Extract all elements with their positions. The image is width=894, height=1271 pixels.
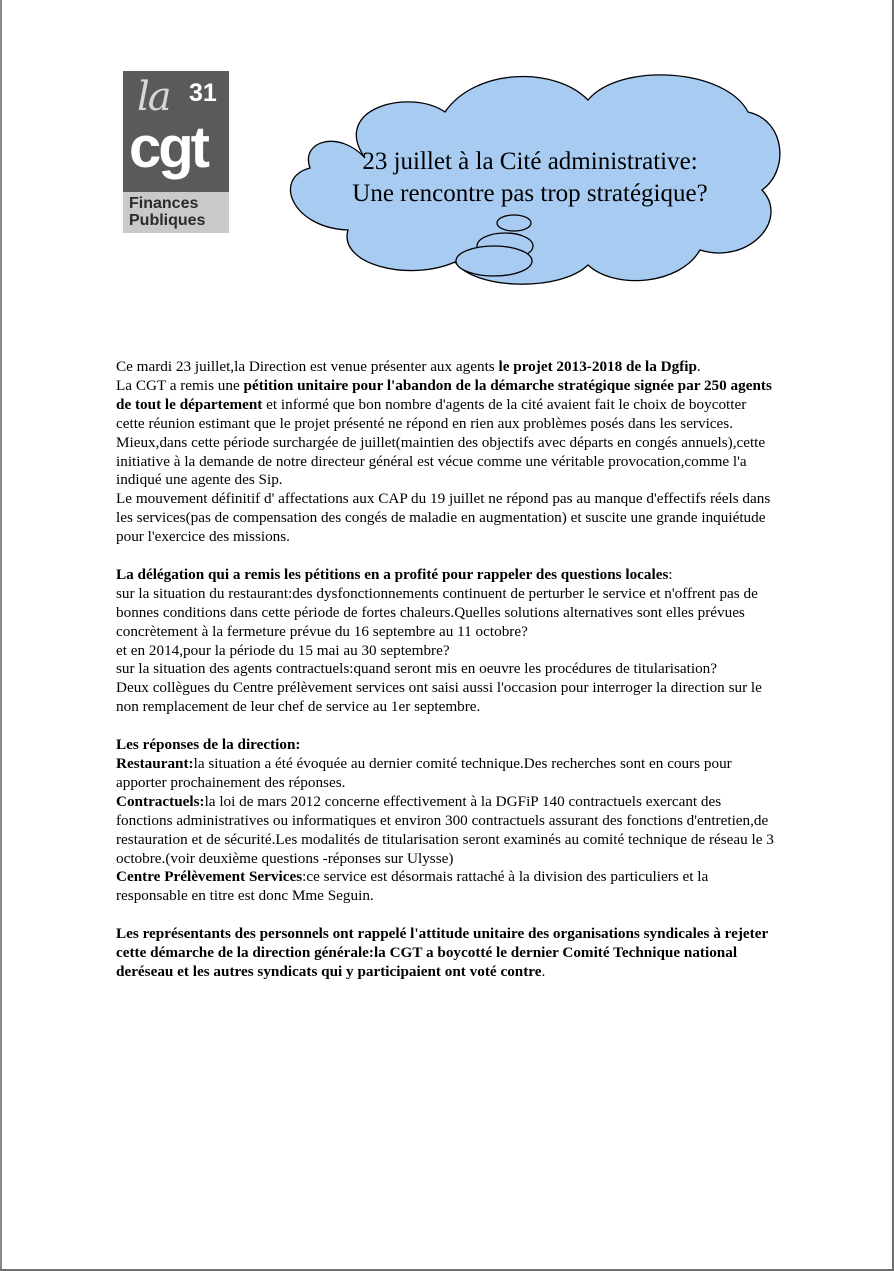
text-run: . xyxy=(696,358,701,375)
text-run: et informé que bon nombre d'agents de la cité avaient fait le choix de boycotter cette réunion estimant que le projet présenté ne répond en rien aux problèmes posés dans les services. xyxy=(116,395,747,432)
text-run: la situation a été évoquée au dernier comité technique.Des recherches sont en cours pour apporter prochainement des réponses. xyxy=(116,755,732,791)
bold-run: Centre Prélèvement Services xyxy=(116,868,303,886)
logo-subtitle-line1: Finances xyxy=(129,195,199,212)
paragraph-restaurant-question: sur la situation du restaurant:des dysfonctionnements continuent de perturber le service et n'offrent pas de bonnes conditions dans cette période de fortes chaleurs.Quelles solutions alternatives sont elles prévues concrètement à la fermeture prévue du 16 septembre au 11 octobre? xyxy=(116,584,758,640)
text-run: la loi de mars 2012 concerne effectivement à la DGFiP 140 contractuels exercant des fonctions administratives ou informatiques et environ 300 contractuels assurant des fonctions d'entretien,de restauration et de sécurité.Les modalités de titularisation seront examinés au comité technique de réseau le 3 octobre.(voir deuxième questions -réponses sur Ulysse) xyxy=(116,792,774,867)
paragraph-centre-answer xyxy=(116,868,778,906)
paragraph-provocation: Mieux,dans cette période surchargée de juillet(maintien des objectifs avec départs en congés annuels),cette initiative à la demande de notre directeur général est vécue comme une véritable provocation,comme l'a indiqué une agente des Sip. xyxy=(116,433,766,489)
title-line-2: Une rencontre pas trop stratégique? xyxy=(352,180,708,207)
paragraph-intro xyxy=(116,358,778,377)
text-run: La CGT a remis une xyxy=(116,376,244,394)
paragraph-contractuels-answer xyxy=(116,793,778,869)
logo-cgt-text: cgt xyxy=(129,115,207,180)
paragraph-delegation-heading xyxy=(116,566,778,585)
paragraph-responses-heading xyxy=(116,736,778,755)
logo-subtitle-band xyxy=(123,192,229,233)
bold-run: Contractuels: xyxy=(116,792,205,810)
paragraph-gap xyxy=(116,717,778,736)
paragraph-affectations: Le mouvement définitif d' affectations aux CAP du 19 juillet ne répond pas au manque d'effectifs réels dans les services(pas de compensation des congés de maladie en augmentation) et suscite une grande inquiétude pour l'exercice des missions. xyxy=(116,490,771,546)
paragraph-contractuels-question: sur la situation des agents contractuels:quand seront mis en oeuvre les procédures de titularisation? xyxy=(116,660,717,678)
paragraph-conclusion xyxy=(116,925,778,982)
page-title xyxy=(300,146,760,210)
bold-run: le projet 2013-2018 de la Dgfip xyxy=(498,358,697,375)
paragraph-gap xyxy=(116,906,778,925)
bold-run: Restaurant: xyxy=(116,755,194,772)
title-line-1: 23 juillet à la Cité administrative: xyxy=(362,148,698,175)
paragraph-petition xyxy=(116,377,778,434)
bold-run: pétition unitaire pour l'abandon de la démarche stratégique signée par 250 agents de tout le département xyxy=(116,376,772,413)
logo-subtitle-line2: Publiques xyxy=(129,212,206,229)
cgt-logo xyxy=(123,71,229,233)
article-body xyxy=(116,358,778,982)
bold-run: La délégation qui a remis les pétitions en a profité pour rappeler des questions locales xyxy=(116,565,669,583)
text-run: : xyxy=(668,565,673,583)
page-edge-left xyxy=(0,0,2,1271)
paragraph-restaurant-answer xyxy=(116,755,778,793)
bold-run: Les représentants des personnels ont rappelé l'attitude unitaire des organisations syndicales à rejeter cette démarche de la direction générale:la CGT a boycotté le dernier Comité Technique national deréseau et les autres syndicats qui y participaient ont voté contre xyxy=(116,925,768,980)
text-run: . xyxy=(541,962,546,980)
text-run: Ce mardi 23 juillet,la Direction est venue présenter aux agents xyxy=(116,358,499,375)
text-run: :ce service est désormais rattaché à la division des particuliers et la responsable en titre est donc Mme Seguin. xyxy=(116,868,709,905)
paragraph-centre-question: Deux collègues du Centre prélèvement services ont saisi aussi l'occasion pour interroger la direction sur le non remplacement de leur chef de service au 1er septembre. xyxy=(116,679,762,716)
logo-department-number: 31 xyxy=(189,79,217,107)
paragraph-2014-question: et en 2014,pour la période du 15 mai au 30 septembre? xyxy=(116,641,450,659)
logo-la-text: la xyxy=(137,74,170,120)
paragraph-gap xyxy=(116,547,778,566)
bold-run: Les réponses de la direction: xyxy=(116,736,301,754)
